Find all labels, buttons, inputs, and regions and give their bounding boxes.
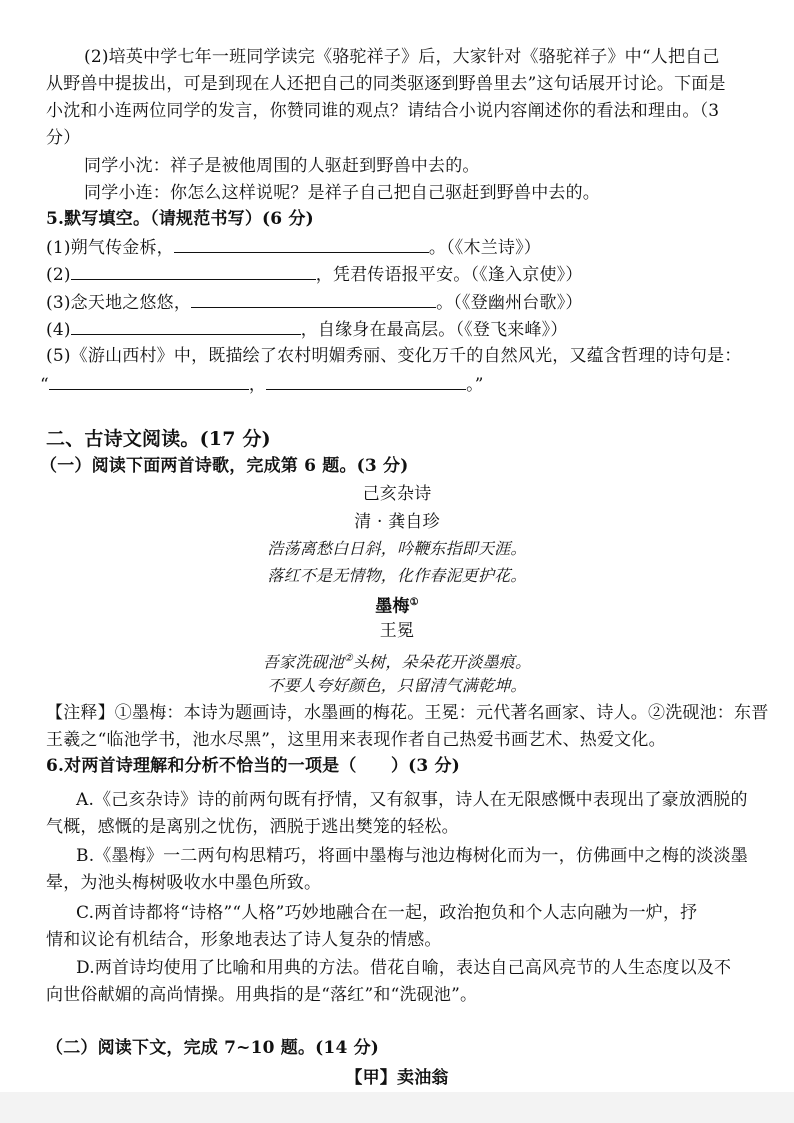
- q5-item-4: [46, 318, 568, 341]
- student-shen-remark: 同学小沈：祥子是被他周围的人驱赶到野兽中去的。: [84, 156, 480, 176]
- q5-item-5-open-quote: “: [40, 375, 49, 395]
- q5-item-5-answer: [40, 373, 484, 396]
- q5-item-3-prefix: (3)念天地之悠悠，: [46, 293, 192, 313]
- poem-2-author: 王冕: [379, 621, 415, 641]
- poem-2-line-2: 不要人夸好颜色，只留清气满乾坤。: [267, 676, 527, 695]
- q5-item-2-blank[interactable]: [71, 263, 316, 280]
- q5-item-3: [46, 291, 583, 314]
- q6-option-d-line-2: 向世俗献媚的高尚情操。用典指的是“落红”和“洗砚池”。: [46, 985, 478, 1005]
- q5-item-4-suffix: ，自缘身在最高层。（《登飞来峰》）: [300, 320, 568, 340]
- q5-item-5-blank-1[interactable]: [49, 373, 249, 390]
- poem-2-title-text: 墨梅: [375, 596, 410, 617]
- q6-option-d-line-1: D.两首诗均使用了比喻和用典的方法。借花自喻，表达自己高风亮节的人生态度以及不: [76, 958, 732, 978]
- section-2-title: 二、古诗文阅读。(17 分): [46, 428, 271, 450]
- q6-option-c-line-1: C.两首诗都将“诗格”“人格”巧妙地融合在一起，政治抱负和个人志向融为一炉，抒: [76, 903, 698, 923]
- page-bottom-bar: [0, 1092, 794, 1123]
- q5-item-1: [46, 236, 541, 259]
- section-2-part-1-title: （一）阅读下面两首诗歌，完成第 6 题。(3 分): [40, 456, 409, 476]
- q5-item-1-blank[interactable]: [174, 236, 429, 253]
- q6-option-b-line-2: 晕，为池头梅树吸收水中墨色所致。: [46, 873, 322, 893]
- q5-item-4-blank[interactable]: [71, 318, 301, 335]
- q4-2-line-3: 小沈和小连两位同学的发言，你赞同谁的观点？请结合小说内容阐述你的看法和理由。（3: [46, 101, 720, 121]
- q5-item-3-suffix: 。（《登幽州台歌》）: [436, 293, 583, 313]
- annotation-line-1: 【注释】①墨梅：本诗为题画诗，水墨画的梅花。王冕：元代著名画家、诗人。②洗砚池：东晋: [46, 703, 769, 723]
- poem-1-line-2: 落红不是无情物，化作春泥更护花。: [267, 566, 527, 585]
- poem-2-line-1: [0, 648, 794, 673]
- part-2-title: （二）阅读下文，完成 7~10 题。(14 分): [46, 1038, 380, 1058]
- q4-2-line-4: 分）: [46, 128, 81, 148]
- poem-1-line-1: 浩荡离愁白日斜，吟鞭东指即天涯。: [267, 539, 527, 558]
- q5-item-5-close-quote: 。”: [466, 375, 484, 395]
- q5-title: 5.默写填空。（请规范书写）(6 分): [46, 209, 314, 229]
- q5-item-1-prefix: (1)朔气传金柝，: [46, 238, 174, 258]
- q6-option-c-line-2: 情和议论有机结合，形象地表达了诗人复杂的情感。: [46, 930, 442, 950]
- poem-1-author: 清 · 龚自珍: [354, 512, 440, 532]
- q5-item-3-blank[interactable]: [191, 291, 436, 308]
- q5-item-2-suffix: ，凭君传语报平安。（《逢入京使》）: [315, 265, 583, 285]
- q5-item-5-comma: ，: [248, 375, 267, 395]
- poem-2-line-1-part-a: 吾家洗砚池: [262, 652, 344, 672]
- q5-item-5: (5)《游山西村》中，既描绘了农村明媚秀丽、变化万千的自然风光，又蕴含哲理的诗句是：: [46, 346, 742, 366]
- q4-2-line-2: 从野兽中提拔出，可是到现在人还把自己的同类驱逐到野兽里去”这句话展开讨论。下面是: [46, 74, 726, 94]
- q6-option-b-line-1: B.《墨梅》一二两句构思精巧，将画中墨梅与池边梅树化而为一，仿佛画中之梅的淡淡墨: [76, 846, 748, 866]
- q5-item-1-suffix: 。（《木兰诗》）: [428, 238, 541, 258]
- student-lian-remark: 同学小连：你怎么这样说呢？是祥子自己把自己驱赶到野兽中去的。: [84, 183, 600, 203]
- poem-2-line-1-part-b: 头树，朵朵花开淡墨痕。: [352, 652, 532, 672]
- q5-item-5-blank-2[interactable]: [266, 373, 466, 390]
- q6-stem: 6.对两首诗理解和分析不恰当的一项是（ ）(3 分): [46, 756, 460, 776]
- q4-2-line-1: (2)培英中学七年一班同学读完《骆驼祥子》后，大家针对《骆驼祥子》中“人把自己: [84, 47, 720, 67]
- poem-2-line-1-footnote-mark: ②: [343, 653, 353, 664]
- poem-1-title: 己亥杂诗: [362, 484, 432, 504]
- annotation-line-2: 王羲之“临池学书，池水尽黑”，这里用来表现作者自己热爱书画艺术、热爱文化。: [46, 730, 666, 750]
- q6-option-a-line-2: 气概，感慨的是离别之忧伤，洒脱于逃出樊笼的轻松。: [46, 817, 459, 837]
- q5-item-4-prefix: (4): [46, 320, 71, 340]
- q6-option-a-line-1: A.《己亥杂诗》诗的前两句既有抒情，又有叙事，诗人在无限感慨中表现出了豪放洒脱的: [76, 790, 748, 810]
- q5-item-2-prefix: (2): [46, 265, 71, 285]
- part-2-heading: 【甲】卖油翁: [345, 1068, 449, 1088]
- poem-2-title: [0, 592, 794, 618]
- poem-2-footnote-mark: ①: [409, 597, 419, 608]
- q5-item-2: [46, 263, 583, 286]
